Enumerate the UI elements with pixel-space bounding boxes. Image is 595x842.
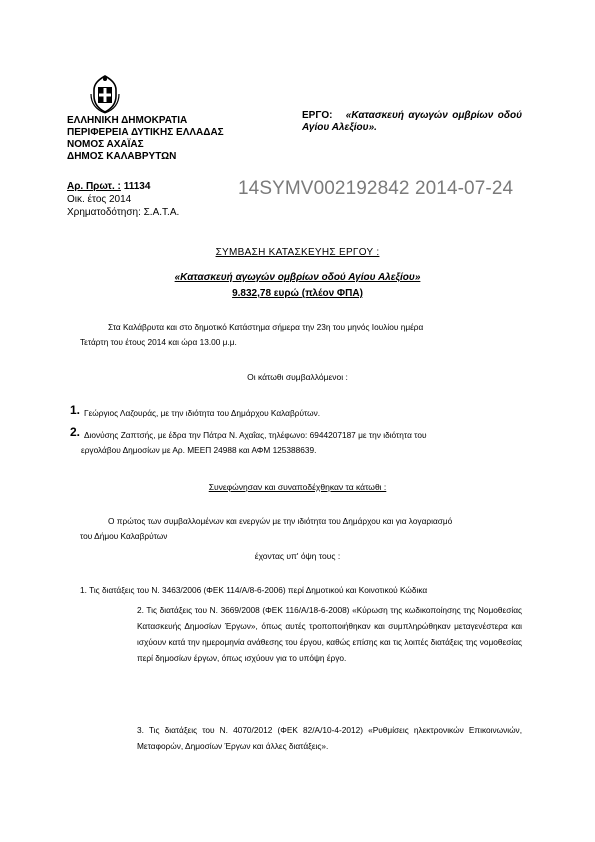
header-line: ΕΛΛΗΝΙΚΗ ΔΗΜΟΚΡΑΤΙΑ (67, 115, 188, 126)
intro-line-2: Τετάρτη του έτους 2014 και ώρα 13.00 μ.μ. (80, 337, 237, 347)
issuer-header (67, 115, 297, 163)
considering-heading: έχοντας υπ' όψη τους : (254, 551, 341, 561)
fiscal-year: Οικ. έτος 2014 (67, 194, 132, 205)
header-line: ΔΗΜΟΣ ΚΑΛΑΒΡΥΤΩΝ (67, 151, 177, 162)
law-item: 1. Τις διατάξεις του Ν. 3463/2006 (ΦΕΚ 114/Α/8-6-2006) περί Δημοτικού και Κοινοτικού Κώδικα (80, 585, 428, 595)
protocol-number: 11134 (123, 181, 151, 192)
project-name: «Κατασκευή αγωγών ομβρίων οδού Αγίου Αλεξίου». (302, 110, 522, 133)
greek-coat-of-arms-icon (88, 74, 122, 114)
agreed-heading: Συνεφώνησαν και συναποδέχθηκαν τα κάτωθι : (208, 482, 387, 492)
party-item (70, 425, 522, 458)
party-number: 2. (70, 425, 81, 439)
header-line: ΝΟΜΟΣ ΑΧΑΪΑΣ (67, 139, 144, 150)
party-number: 1. (70, 403, 81, 417)
funding-source: Χρηματοδότηση: Σ.Α.Τ.Α. (67, 207, 180, 218)
project-label: ΕΡΓΟ: (302, 110, 333, 121)
law-item: 3. Τις διατάξεις του Ν. 4070/2012 (ΦΕΚ 82/Α/10-4-2012) «Ρυθμίσεις ηλεκτρονικών Επικοινωνιών, Μεταφορών, Δημοσίων Έργων και άλλες διατάξεις». (137, 725, 522, 751)
intro-line-1: Στα Καλάβρυτα και στο δημοτικό Κατάστημα σήμερα την 23η του μηνός Ιουλίου ημέρα (108, 322, 424, 332)
ada-code-stamp: 14SYMV002192842 2014-07-24 (238, 178, 514, 199)
party-item (70, 403, 522, 421)
header-line: ΠΕΡΙΦΕΡΕΙΑ ΔΥΤΙΚΗΣ ΕΛΛΑΔΑΣ (67, 127, 224, 138)
contract-amount: 9.832,78 ευρώ (πλέον ΦΠΑ) (232, 288, 363, 299)
first-party-line-1: Ο πρώτος των συμβαλλομένων και ενεργών με την ιδιότητα του Δημάρχου και για λογαριασμό (108, 516, 453, 526)
contract-title: ΣΥΜΒΑΣΗ ΚΑΤΑΣΚΕΥΗΣ ΕΡΓΟΥ : (215, 247, 380, 258)
project-subtitle: «Κατασκευή αγωγών ομβρίων οδού Αγίου Αλεξίου» (174, 272, 421, 283)
party-text: Διονύσης Ζαπτσής, με έδρα την Πάτρα Ν. Αχαΐας, τηλέφωνο: 6944207187 με την ιδιότητα του (84, 430, 427, 440)
first-party-line-2: του Δήμου Καλαβρύτων (80, 531, 168, 541)
parties-heading: Οι κάτωθι συμβαλλόμενοι : (247, 372, 348, 382)
protocol-label: Αρ. Πρωτ. : (67, 181, 121, 192)
project-title-block (302, 110, 522, 134)
law-item: 2. Τις διατάξεις του Ν. 3669/2008 (ΦΕΚ 116/Α/18-6-2008) «Κύρωση της κωδικοποίησης της Νομοθεσίας Κατασκευής Δημοσίων Έργων», όπως αυτές τροποποιήθηκαν και συμπληρώθηκαν μεταγενέστερα και ισχύουν κατά την ημερομηνία ανάθεσης του έργου, καθώς επίσης και τις λοιπές διατάξεις της νομοθεσίας περί δημοσίων έργων, όπως ισχύουν για το υπόψη έργο. (137, 605, 522, 663)
reference-block (67, 180, 179, 219)
party-text: Γεώργιος Λαζουράς, με την ιδιότητα του Δημάρχου Καλαβρύτων. (84, 408, 321, 418)
party-text-continued: εργολάβου Δημοσίων με Αρ. ΜΕΕΠ 24988 και ΑΦΜ 125388639. (81, 445, 317, 455)
